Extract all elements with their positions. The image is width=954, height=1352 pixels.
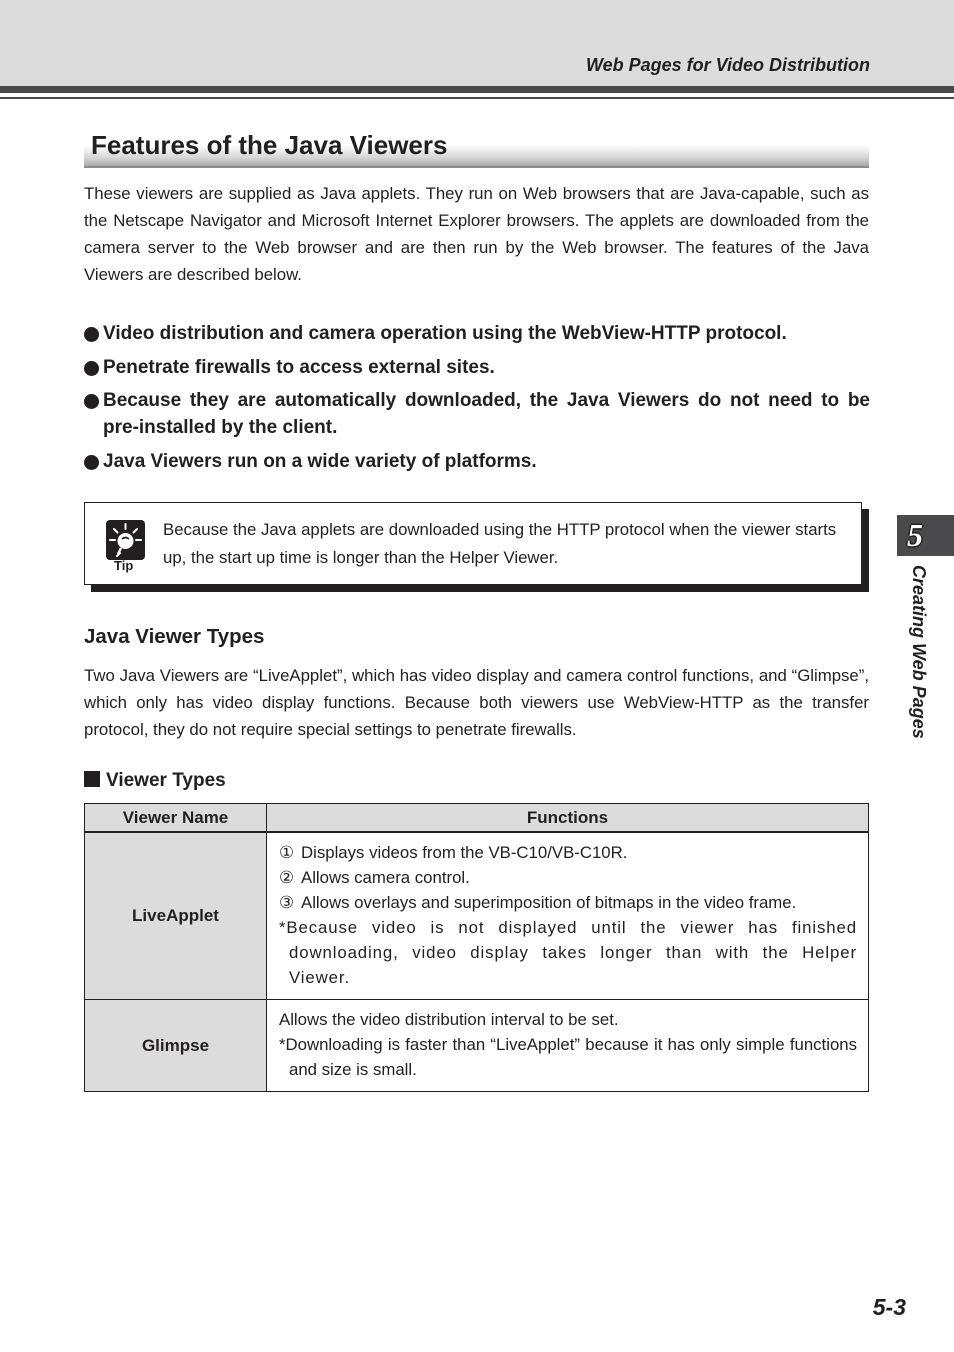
function-item (279, 865, 857, 890)
item-number: ① (279, 843, 295, 862)
table-header-row (85, 804, 869, 833)
page-number: 5-3 (872, 1294, 906, 1320)
item-text: Displays videos from the VB-C10/VB-C10R. (301, 843, 628, 862)
header-rule-thick (0, 86, 954, 93)
chapter-tab (897, 515, 954, 556)
column-header: Viewer Name (85, 804, 267, 833)
table-heading (84, 770, 226, 792)
viewer-types-heading: Java Viewer Types (84, 625, 265, 648)
tip-label: Tip (114, 558, 134, 573)
running-header: Web Pages for Video Distribution (585, 55, 870, 75)
table-heading-text: Viewer Types (106, 770, 226, 791)
tip-text: Because the Java applets are downloaded using the HTTP protocol when the viewer starts up, the start up time is longer than the Helper Viewer. (163, 520, 837, 567)
table-row (85, 1000, 869, 1092)
functions-cell (267, 1000, 869, 1092)
item-text: Allows camera control. (301, 868, 470, 887)
viewer-types-text: Two Java Viewers are “LiveApplet”, which has video display and camera control functions, and “Glimpse”, which only has video display functions. Because both viewers use WebView-HTTP as the transfer protocol, they do not require special settings to penetrate firewalls. (84, 666, 869, 739)
function-note: *Downloading is faster than “LiveApplet” because it has only simple functions and size is small. (279, 1035, 857, 1079)
table-row (85, 832, 869, 1000)
viewer-name-cell: Glimpse (85, 1000, 267, 1092)
feature-list (84, 320, 870, 481)
item-number: ③ (279, 893, 295, 912)
intro-paragraph (84, 180, 869, 288)
item-number: ② (279, 868, 295, 887)
viewer-types-paragraph (84, 662, 869, 743)
function-item (279, 840, 857, 865)
feature-text: Penetrate firewalls to access external sites. (103, 356, 495, 378)
functions-cell (267, 832, 869, 1000)
bullet-icon (84, 361, 99, 376)
feature-item (84, 354, 870, 381)
section-title: Features of the Java Viewers (91, 130, 448, 160)
feature-item (84, 320, 870, 347)
feature-item (84, 448, 870, 475)
intro-text: These viewers are supplied as Java applets. They run on Web browsers that are Java-capable, such as the Netscape Navigator and Microsoft Internet Explorer browsers. The applets are downloaded from the camera server to the Web browser and are then run by the Web browser. The features of the Java Viewers are described below. (84, 184, 869, 284)
chapter-label: Creating Web Pages (909, 565, 929, 739)
square-bullet-icon (84, 771, 100, 787)
function-item: Allows the video distribution interval to be set. (279, 1010, 619, 1029)
column-header: Functions (267, 804, 869, 833)
feature-text: Because they are automatically downloaded, the Java Viewers do not need to be pre-installed by the client. (103, 390, 870, 438)
feature-text: Video distribution and camera operation using the WebView-HTTP protocol. (103, 323, 787, 344)
function-note: *Because video is not displayed until the viewer has finished downloading, video display takes longer than with the Helper Viewer. (279, 918, 857, 987)
bullet-icon (84, 455, 99, 470)
function-item (279, 890, 857, 915)
section-title-bar (84, 128, 869, 168)
feature-item (84, 387, 870, 441)
header-rule-thin (0, 97, 954, 99)
viewer-types-table (84, 803, 869, 1092)
lightbulb-icon (106, 520, 145, 560)
item-text: Allows overlays and superimposition of bitmaps in the video frame. (301, 893, 797, 912)
bullet-icon (84, 327, 99, 342)
chapter-number: 5 (907, 517, 923, 553)
tip-box (84, 502, 862, 585)
feature-text: Java Viewers run on a wide variety of platforms. (103, 450, 537, 472)
viewer-name-cell: LiveApplet (85, 832, 267, 1000)
bullet-icon (84, 394, 99, 409)
